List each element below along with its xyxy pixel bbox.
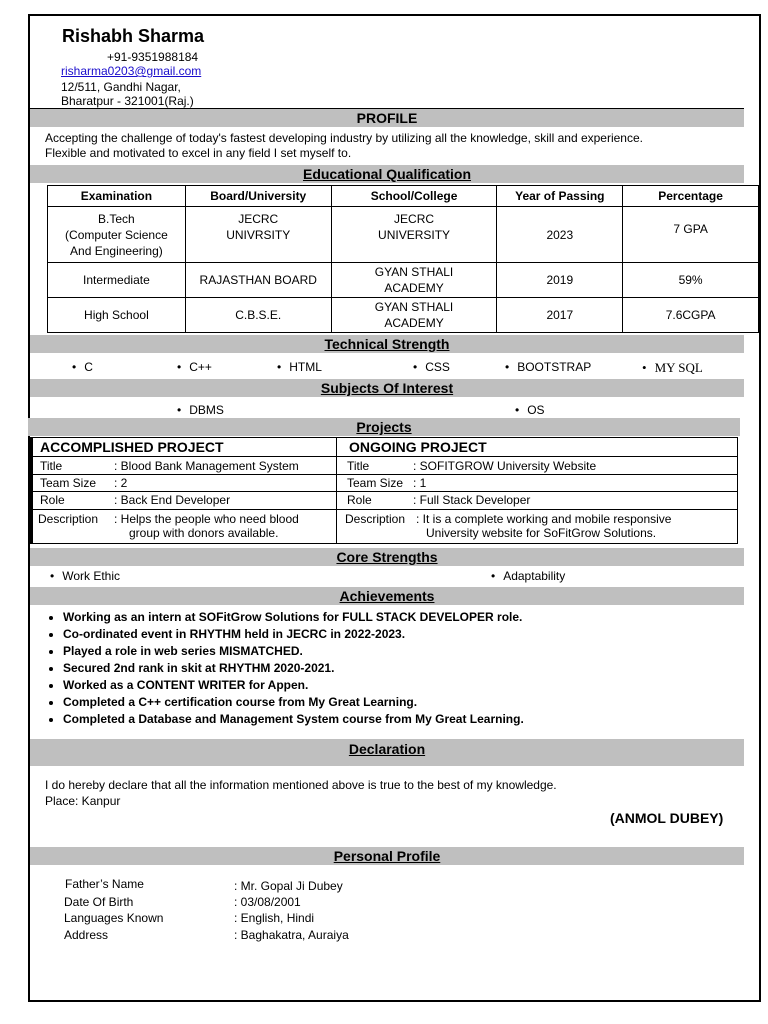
email-link[interactable]: risharma0203@gmail.com	[61, 64, 202, 78]
personal-value: : Baghakatra, Auraiya	[234, 928, 349, 942]
cell-year: 2023	[497, 207, 623, 263]
cell-year: 2019	[497, 263, 623, 298]
cell-school: JECRC UNIVERSITY	[331, 207, 497, 263]
project-value: : 2	[114, 476, 128, 490]
interest-item: • OS	[515, 403, 545, 417]
project-label: Description	[345, 512, 406, 526]
skill-item: • C++	[177, 360, 212, 374]
project-value: : Back End Developer	[114, 493, 231, 507]
list-item: • Played a role in web series MISMATCHED.	[63, 643, 524, 660]
col-examination: Examination	[48, 186, 186, 207]
core-item: • Work Ethic	[50, 569, 120, 583]
project-label: Role	[40, 493, 65, 507]
divider	[30, 509, 738, 510]
personal-label: Father’s Name	[65, 877, 144, 891]
ongoing-project-title: ONGOING PROJECT	[349, 439, 487, 455]
interest-item: • DBMS	[177, 403, 224, 417]
personal-value: : English, Hindi	[234, 911, 315, 925]
projects-heading: Projects	[28, 418, 740, 436]
declaration-heading: Declaration	[30, 739, 744, 766]
cell-school: GYAN STHALI ACADEMY	[331, 298, 497, 333]
profile-heading: PROFILE	[30, 109, 744, 127]
technical-heading: Technical Strength	[30, 335, 744, 353]
project-value: : Helps the people who need blood	[114, 512, 299, 526]
table-row	[48, 207, 759, 263]
interests-heading: Subjects Of Interest	[30, 379, 744, 397]
divider	[30, 456, 738, 457]
list-item: • Working as an intern at SOFitGrow Solutions for FULL STACK DEVELOPER role.	[63, 609, 524, 626]
project-label: Team Size	[40, 476, 97, 490]
project-value: : Blood Bank Management System	[114, 459, 299, 473]
personal-label: Address	[64, 928, 109, 942]
address-line-2: Bharatpur - 321001(Raj.)	[61, 94, 194, 108]
cell-exam: High School	[48, 298, 186, 333]
declaration-text: I do hereby declare that all the information mentioned above is true to the best of my knowledge.	[45, 778, 557, 792]
signature-name: (ANMOL DUBEY)	[610, 810, 724, 826]
cell-pct: 7 GPA	[623, 207, 759, 263]
core-heading: Core Strengths	[30, 548, 744, 566]
education-table	[47, 185, 759, 333]
project-value: : It is a complete working and mobile responsive	[416, 512, 672, 526]
col-year: Year of Passing	[497, 186, 623, 207]
col-board: Board/University	[185, 186, 331, 207]
cell-exam: B.Tech (Computer Science And Engineering)	[48, 207, 186, 263]
skill-item: • HTML	[277, 360, 322, 374]
skill-item: • C	[72, 360, 93, 374]
project-label: Role	[347, 493, 372, 507]
project-value-cont: group with donors available.	[129, 526, 279, 540]
personal-value: : Mr. Gopal Ji Dubey	[234, 879, 343, 893]
skill-item: • CSS	[413, 360, 450, 374]
list-item: • Completed a Database and Management System course from My Great Learning.	[63, 711, 524, 728]
profile-line-1: Accepting the challenge of today's fastest developing industry by utilizing all the knowledge, skill and experience.	[45, 131, 643, 145]
project-value: : SOFITGROW University Website	[413, 459, 597, 473]
personal-heading: Personal Profile	[30, 847, 744, 865]
divider	[30, 491, 738, 492]
declaration-place: Place: Kanpur	[45, 794, 121, 808]
cell-board: JECRC UNIVRSITY	[185, 207, 331, 263]
project-label: Title	[347, 459, 370, 473]
project-label: Description	[38, 512, 99, 526]
project-label: Team Size	[347, 476, 404, 490]
list-item: • Worked as a CONTENT WRITER for Appen.	[63, 677, 524, 694]
personal-label: Date Of Birth	[64, 895, 134, 909]
list-item: • Completed a C++ certification course from My Great Learning.	[63, 694, 524, 711]
project-label: Title	[40, 459, 63, 473]
personal-value: : 03/08/2001	[234, 895, 301, 909]
table-row	[48, 263, 759, 298]
table-row	[48, 298, 759, 333]
cell-year: 2017	[497, 298, 623, 333]
skill-item: • BOOTSTRAP	[505, 360, 591, 374]
cell-school: GYAN STHALI ACADEMY	[331, 263, 497, 298]
achievements-heading: Achievements	[30, 587, 744, 605]
list-item: • Secured 2nd rank in skit at RHYTHM 2020-2021.	[63, 660, 524, 677]
list-item: • Co-ordinated event in RHYTHM held in JECRC in 2022-2023.	[63, 626, 524, 643]
cell-pct: 7.6CGPA	[623, 298, 759, 333]
project-value: : Full Stack Developer	[413, 493, 531, 507]
project-value: : 1	[413, 476, 427, 490]
cell-board: RAJASTHAN BOARD	[185, 263, 331, 298]
cell-board: C.B.S.E.	[185, 298, 331, 333]
personal-label: Languages Known	[64, 911, 164, 925]
cell-pct: 59%	[623, 263, 759, 298]
divider	[30, 474, 738, 475]
accomplished-project-title: ACCOMPLISHED PROJECT	[40, 439, 224, 455]
core-item: • Adaptability	[491, 569, 565, 583]
address-line-1: 12/511, Gandhi Nagar,	[61, 80, 181, 94]
candidate-name: Rishabh Sharma	[62, 26, 205, 46]
education-heading: Educational Qualification	[30, 165, 744, 183]
profile-line-2: Flexible and motivated to excel in any field I set myself to.	[45, 146, 352, 160]
cell-exam: Intermediate	[48, 263, 186, 298]
col-percentage: Percentage	[623, 186, 759, 207]
project-value-cont: University website for SoFitGrow Solutions.	[426, 526, 657, 540]
phone-number: +91-9351988184	[107, 50, 199, 64]
col-school: School/College	[331, 186, 497, 207]
skill-item: • MY SQL	[642, 360, 703, 376]
achievements-list	[45, 609, 524, 728]
